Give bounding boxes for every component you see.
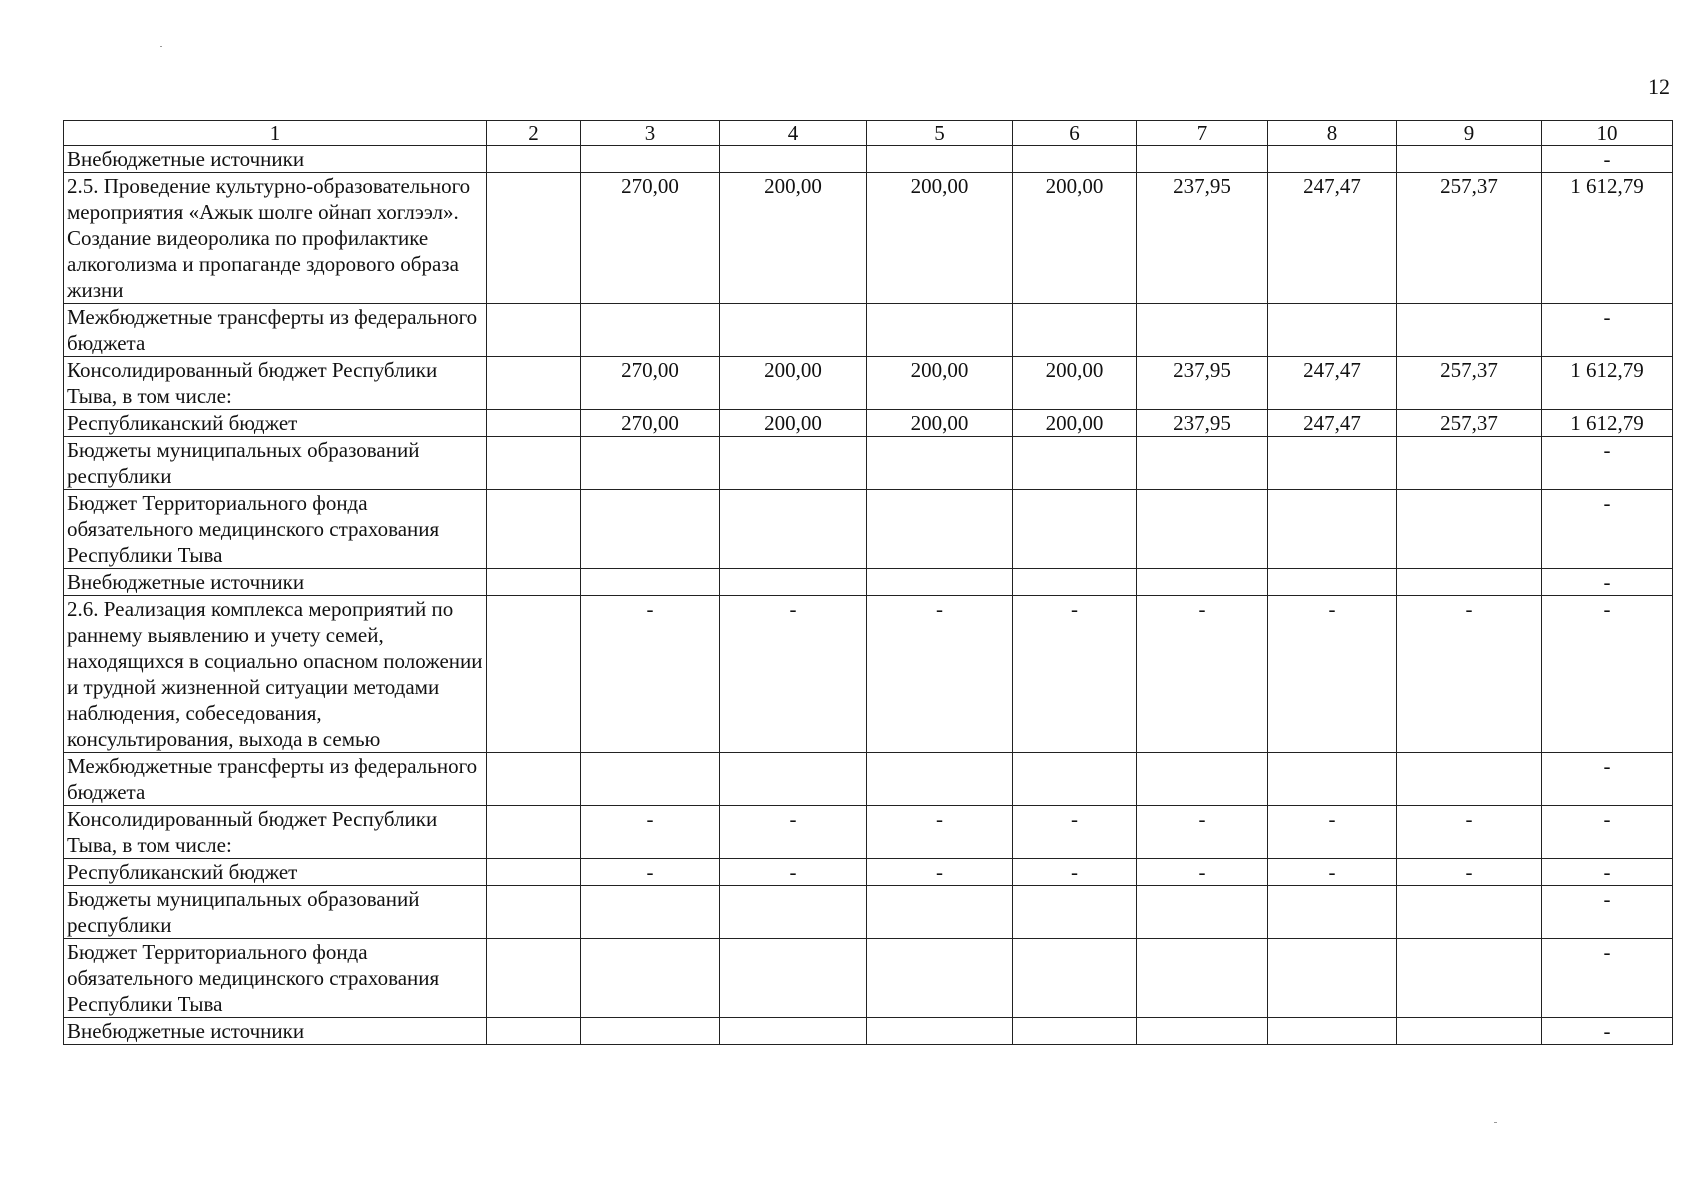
year-value-cell (581, 886, 720, 939)
year-value-cell (720, 146, 867, 173)
row-label: Внебюджетные источники (64, 146, 487, 173)
year-value-cell (581, 753, 720, 806)
year-value-cell: 200,00 (867, 173, 1013, 304)
table-row (64, 173, 1673, 304)
year-value-cell (581, 304, 720, 357)
year-value-cell (1397, 1018, 1542, 1045)
year-value-cell: 200,00 (867, 357, 1013, 410)
row-label: Консолидированный бюджет Республики Тыва, в том числе: (64, 357, 487, 410)
year-value-cell: - (720, 806, 867, 859)
year-value-cell: - (720, 596, 867, 753)
year-value-cell (1397, 753, 1542, 806)
year-value-cell (1268, 569, 1397, 596)
year-value-cell (1013, 886, 1137, 939)
column-2-cell (487, 437, 581, 490)
column-number-row (64, 121, 1673, 146)
year-value-cell: - (1397, 806, 1542, 859)
year-value-cell (1013, 437, 1137, 490)
year-value-cell (867, 939, 1013, 1018)
year-value-cell: - (720, 859, 867, 886)
year-value-cell: 200,00 (1013, 173, 1137, 304)
table-row (64, 437, 1673, 490)
year-value-cell (1013, 569, 1137, 596)
year-value-cell (720, 886, 867, 939)
year-value-cell (867, 886, 1013, 939)
year-value-cell (1268, 437, 1397, 490)
total-cell: - (1542, 1018, 1673, 1045)
table-row (64, 596, 1673, 753)
year-value-cell (581, 437, 720, 490)
row-label: 2.5. Проведение культурно-образовательного мероприятия «Ажык шолге ойнап хоглээл». Создание видеоролика по профилактике алкоголизма и пропаганде здорового образа жизни (64, 173, 487, 304)
year-value-cell (867, 753, 1013, 806)
row-label: Бюджет Территориального фонда обязательного медицинского страхования Республики Тыва (64, 490, 487, 569)
year-value-cell (720, 304, 867, 357)
year-value-cell: 270,00 (581, 357, 720, 410)
year-value-cell (720, 939, 867, 1018)
scan-speck (160, 46, 162, 47)
year-value-cell: - (867, 859, 1013, 886)
column-header: 9 (1397, 121, 1542, 146)
year-value-cell: - (581, 806, 720, 859)
year-value-cell (720, 490, 867, 569)
total-cell: - (1542, 886, 1673, 939)
scan-speck (1494, 1122, 1497, 1123)
row-label: Внебюджетные источники (64, 1018, 487, 1045)
row-label: Бюджеты муниципальных образований республики (64, 886, 487, 939)
year-value-cell (1268, 753, 1397, 806)
total-cell: 1 612,79 (1542, 357, 1673, 410)
total-cell: - (1542, 939, 1673, 1018)
year-value-cell: 200,00 (720, 173, 867, 304)
year-value-cell: 200,00 (1013, 410, 1137, 437)
row-label: Республиканский бюджет (64, 410, 487, 437)
year-value-cell (1397, 939, 1542, 1018)
year-value-cell (720, 753, 867, 806)
table-row (64, 753, 1673, 806)
column-2-cell (487, 1018, 581, 1045)
year-value-cell (581, 1018, 720, 1045)
year-value-cell (1268, 304, 1397, 357)
column-2-cell (487, 146, 581, 173)
year-value-cell (867, 490, 1013, 569)
table-row (64, 939, 1673, 1018)
column-header: 1 (64, 121, 487, 146)
year-value-cell (1268, 886, 1397, 939)
column-header: 3 (581, 121, 720, 146)
column-2-cell (487, 886, 581, 939)
table-row (64, 490, 1673, 569)
year-value-cell (1013, 1018, 1137, 1045)
year-value-cell: 237,95 (1137, 173, 1268, 304)
year-value-cell: - (1013, 596, 1137, 753)
total-cell: - (1542, 146, 1673, 173)
year-value-cell: - (1268, 859, 1397, 886)
year-value-cell: 237,95 (1137, 410, 1268, 437)
year-value-cell: 247,47 (1268, 410, 1397, 437)
year-value-cell (581, 490, 720, 569)
year-value-cell: 200,00 (867, 410, 1013, 437)
year-value-cell (867, 146, 1013, 173)
year-value-cell (1268, 1018, 1397, 1045)
total-cell: 1 612,79 (1542, 410, 1673, 437)
year-value-cell (1137, 886, 1268, 939)
year-value-cell: - (1013, 859, 1137, 886)
row-label: Бюджет Территориального фонда обязательного медицинского страхования Республики Тыва (64, 939, 487, 1018)
year-value-cell (581, 146, 720, 173)
year-value-cell (581, 939, 720, 1018)
table-row (64, 1018, 1673, 1045)
year-value-cell (1397, 146, 1542, 173)
year-value-cell (1137, 437, 1268, 490)
year-value-cell: - (581, 596, 720, 753)
total-cell: - (1542, 859, 1673, 886)
year-value-cell: 257,37 (1397, 173, 1542, 304)
table-row (64, 806, 1673, 859)
year-value-cell (720, 1018, 867, 1045)
year-value-cell (1397, 490, 1542, 569)
table-row (64, 146, 1673, 173)
year-value-cell: 247,47 (1268, 173, 1397, 304)
year-value-cell (867, 437, 1013, 490)
column-header: 10 (1542, 121, 1673, 146)
table-row (64, 569, 1673, 596)
column-2-cell (487, 410, 581, 437)
column-header: 6 (1013, 121, 1137, 146)
column-header: 8 (1268, 121, 1397, 146)
year-value-cell (1013, 146, 1137, 173)
year-value-cell (1397, 304, 1542, 357)
year-value-cell: - (1013, 806, 1137, 859)
column-header: 7 (1137, 121, 1268, 146)
year-value-cell (1137, 490, 1268, 569)
year-value-cell (1397, 437, 1542, 490)
column-2-cell (487, 859, 581, 886)
column-2-cell (487, 357, 581, 410)
year-value-cell (1013, 304, 1137, 357)
year-value-cell: 270,00 (581, 173, 720, 304)
year-value-cell: 247,47 (1268, 357, 1397, 410)
table-row (64, 886, 1673, 939)
year-value-cell (1137, 1018, 1268, 1045)
year-value-cell (1397, 569, 1542, 596)
year-value-cell: 200,00 (1013, 357, 1137, 410)
year-value-cell (867, 1018, 1013, 1045)
year-value-cell (867, 569, 1013, 596)
year-value-cell: 200,00 (720, 410, 867, 437)
year-value-cell (1137, 569, 1268, 596)
budget-table (63, 120, 1673, 1045)
column-header: 2 (487, 121, 581, 146)
year-value-cell (1137, 753, 1268, 806)
row-label: Внебюджетные источники (64, 569, 487, 596)
year-value-cell: - (1268, 596, 1397, 753)
column-2-cell (487, 569, 581, 596)
year-value-cell (1137, 939, 1268, 1018)
column-2-cell (487, 806, 581, 859)
total-cell: 1 612,79 (1542, 173, 1673, 304)
column-2-cell (487, 596, 581, 753)
column-2-cell (487, 753, 581, 806)
table-row (64, 304, 1673, 357)
total-cell: - (1542, 304, 1673, 357)
year-value-cell (1137, 146, 1268, 173)
year-value-cell: - (1137, 806, 1268, 859)
total-cell: - (1542, 490, 1673, 569)
year-value-cell: - (867, 806, 1013, 859)
row-label: Республиканский бюджет (64, 859, 487, 886)
year-value-cell: 200,00 (720, 357, 867, 410)
year-value-cell: - (867, 596, 1013, 753)
total-cell: - (1542, 596, 1673, 753)
column-2-cell (487, 939, 581, 1018)
table-row (64, 859, 1673, 886)
year-value-cell: - (1397, 596, 1542, 753)
year-value-cell (720, 569, 867, 596)
year-value-cell: 270,00 (581, 410, 720, 437)
year-value-cell (867, 304, 1013, 357)
page-number: 12 (1648, 74, 1670, 99)
year-value-cell: - (1137, 596, 1268, 753)
year-value-cell: - (1137, 859, 1268, 886)
year-value-cell: 257,37 (1397, 357, 1542, 410)
column-2-cell (487, 304, 581, 357)
total-cell: - (1542, 437, 1673, 490)
row-label: Межбюджетные трансферты из федерального бюджета (64, 753, 487, 806)
year-value-cell (581, 569, 720, 596)
year-value-cell (1268, 490, 1397, 569)
total-cell: - (1542, 753, 1673, 806)
year-value-cell: - (581, 859, 720, 886)
total-cell: - (1542, 806, 1673, 859)
year-value-cell (1013, 490, 1137, 569)
table-row (64, 410, 1673, 437)
year-value-cell: 237,95 (1137, 357, 1268, 410)
year-value-cell (1013, 753, 1137, 806)
year-value-cell: - (1268, 806, 1397, 859)
column-2-cell (487, 490, 581, 569)
year-value-cell (1137, 304, 1268, 357)
year-value-cell: - (1397, 859, 1542, 886)
table-row (64, 357, 1673, 410)
column-header: 5 (867, 121, 1013, 146)
year-value-cell (1268, 939, 1397, 1018)
row-label: Межбюджетные трансферты из федерального бюджета (64, 304, 487, 357)
row-label: 2.6. Реализация комплекса мероприятий по раннему выявлению и учету семей, находящихся в социально опасном положении и трудной жизненной ситуации методами наблюдения, собеседования, консультирования, выхода в семью (64, 596, 487, 753)
year-value-cell (1013, 939, 1137, 1018)
year-value-cell: 257,37 (1397, 410, 1542, 437)
year-value-cell (1397, 886, 1542, 939)
year-value-cell (1268, 146, 1397, 173)
row-label: Консолидированный бюджет Республики Тыва, в том числе: (64, 806, 487, 859)
total-cell: - (1542, 569, 1673, 596)
row-label: Бюджеты муниципальных образований республики (64, 437, 487, 490)
column-header: 4 (720, 121, 867, 146)
column-2-cell (487, 173, 581, 304)
year-value-cell (720, 437, 867, 490)
